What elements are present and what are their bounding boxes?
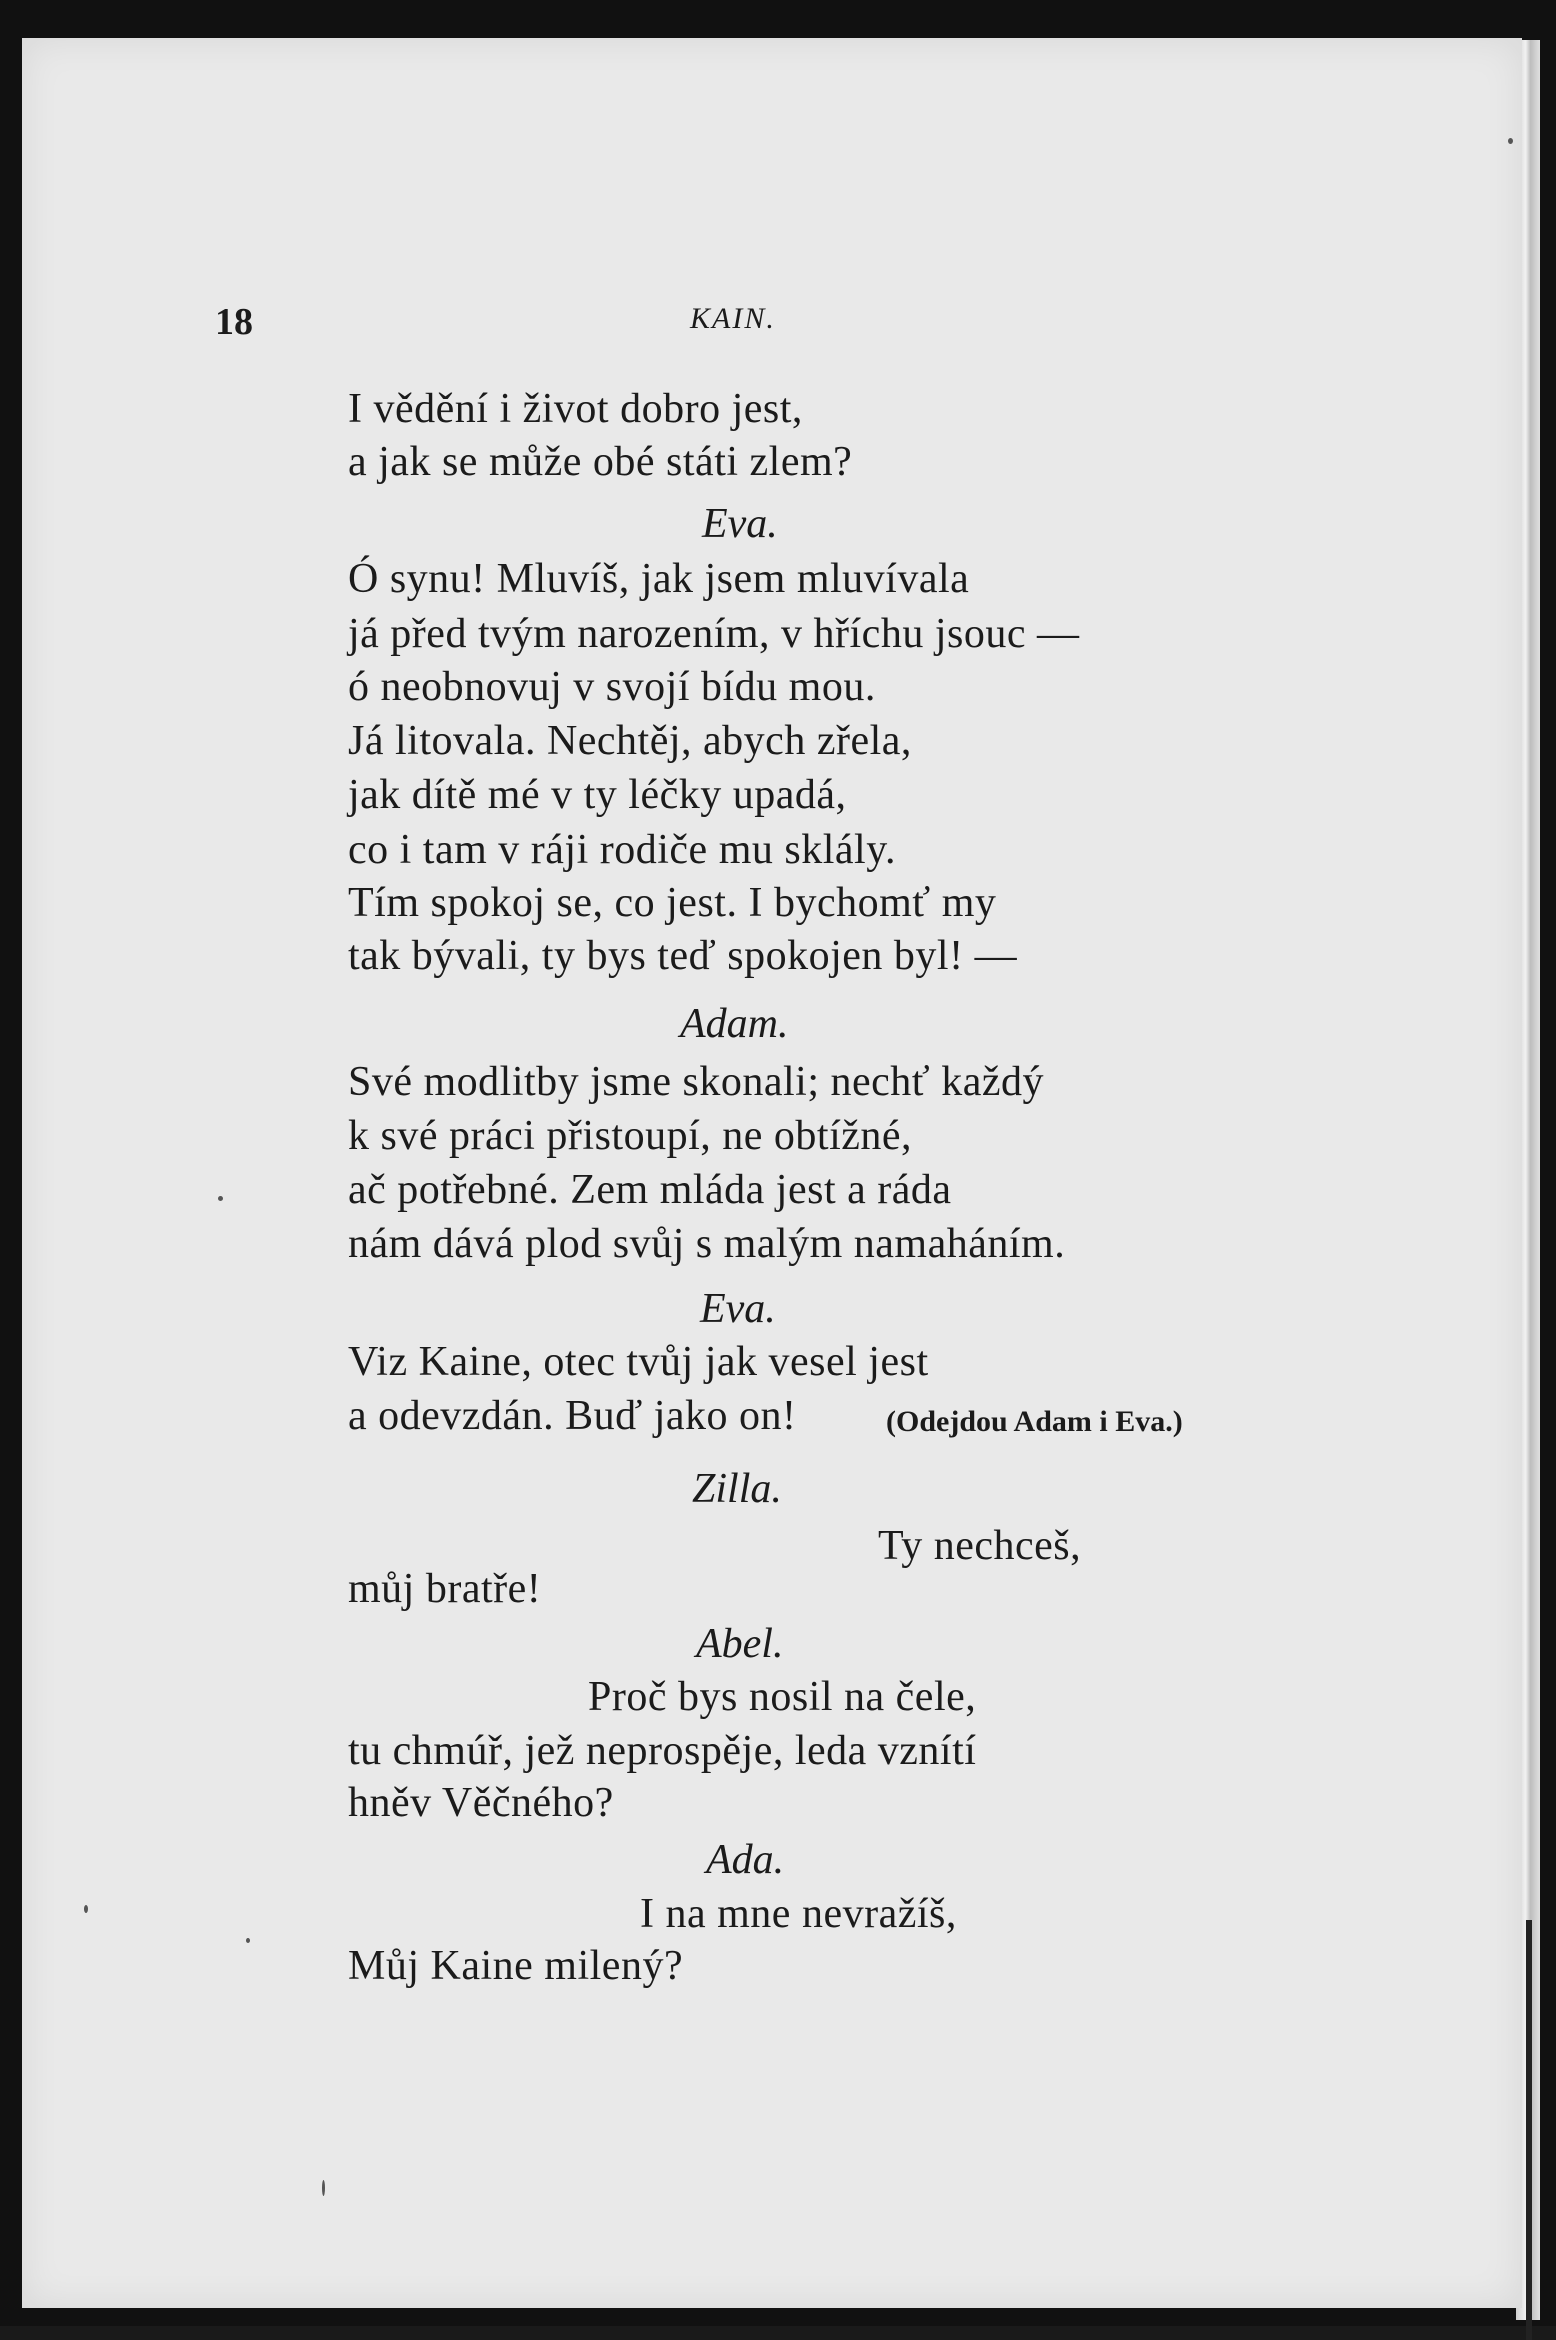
verse-line: co i tam v ráji rodiče mu sklály. <box>348 827 896 873</box>
speaker-zilla: Zilla. <box>692 1466 782 1512</box>
speaker-ada: Ada. <box>706 1837 785 1883</box>
verse-line: Tím spokoj se, co jest. I bychomť my <box>348 880 997 926</box>
scan-speck <box>246 1938 250 1943</box>
verse-line: a jak se může obé státi zlem? <box>348 439 853 485</box>
verse-line: a odevzdán. Buď jako on! <box>348 1393 797 1439</box>
page-number: 18 <box>215 301 253 343</box>
verse-line: Já litovala. Nechtěj, abych zřela, <box>348 718 912 764</box>
verse-line: ač potřebné. Zem mláda jest a ráda <box>348 1167 952 1213</box>
verse-line: I vědění i život dobro jest, <box>348 386 803 432</box>
verse-line: Viz Kaine, otec tvůj jak vesel jest <box>348 1339 929 1385</box>
verse-line: nám dává plod svůj s malým namaháním. <box>348 1221 1066 1267</box>
verse-line: tu chmúř, jež neprospěje, leda vznítí <box>348 1728 977 1774</box>
verse-line: Proč bys nosil na čele, <box>588 1674 977 1720</box>
verse-line: k své práci přistoupí, ne obtížné, <box>348 1113 913 1159</box>
stage-direction: (Odejdou Adam i Eva.) <box>886 1405 1183 1438</box>
verse-line: Své modlitby jsme skonali; nechť každý <box>348 1059 1045 1105</box>
scan-speck <box>84 1905 88 1913</box>
binding-shadow <box>1526 1920 1532 2340</box>
verse-line: hněv Věčného? <box>348 1780 614 1826</box>
speaker-eva: Eva. <box>702 501 778 547</box>
verse-line: I na mne nevražíš, <box>640 1891 957 1937</box>
scan-speck <box>322 2180 325 2196</box>
verse-line: ó neobnovuj v svojí bídu mou. <box>348 664 876 710</box>
scan-speck <box>218 1196 223 1201</box>
verse-line: můj bratře! <box>348 1566 542 1612</box>
verse-line: Můj Kaine milený? <box>348 1943 684 1989</box>
speaker-abel: Abel. <box>696 1621 784 1667</box>
verse-line: Ó synu! Mluvíš, jak jsem mluvívala <box>348 556 970 602</box>
verse-line: tak bývali, ty bys teď spokojen byl! — <box>348 933 1018 979</box>
verse-line: Ty nechceš, <box>878 1523 1082 1569</box>
scan-speck <box>1508 138 1513 144</box>
verse-line: jak dítě mé v ty léčky upadá, <box>348 772 847 818</box>
speaker-adam: Adam. <box>680 1001 789 1047</box>
running-title: KAIN. <box>690 302 776 335</box>
speaker-eva: Eva. <box>700 1286 776 1332</box>
verse-line: já před tvým narozením, v hříchu jsouc — <box>348 611 1080 657</box>
